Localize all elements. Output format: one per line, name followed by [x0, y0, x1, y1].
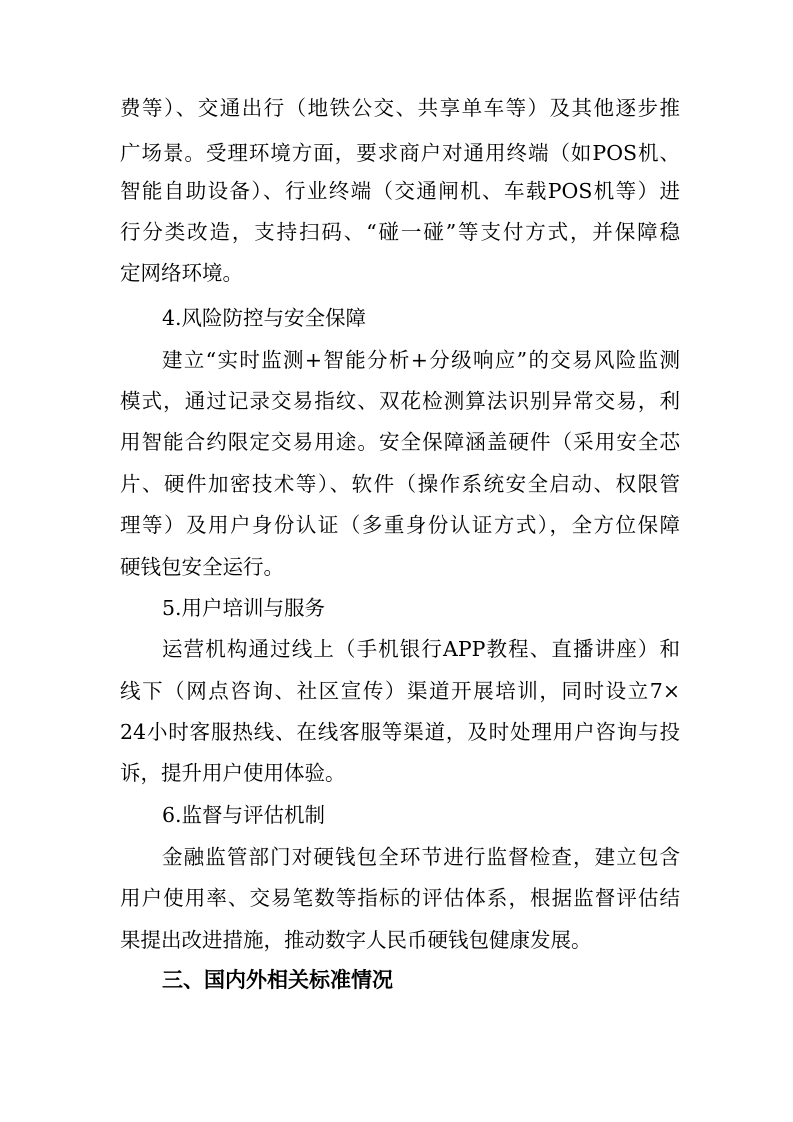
paragraph-line: 果提出改进措施，推动数字人民币硬钱包健康发展。 — [120, 928, 592, 952]
section-heading-standards: 三、国内外相关标准情况 — [162, 968, 393, 992]
paragraph-line: 行分类改造，支持扫码、“碰一碰”等支付方式，并保障稳 — [120, 220, 680, 244]
paragraph-line: 定网络环境。 — [120, 261, 243, 285]
subheading-supervision: 6.监督与评估机制 — [162, 803, 326, 827]
subheading-risk-control: 4.风险防控与安全保障 — [162, 306, 367, 330]
paragraph-line: 运营机构通过线上（手机银行APP教程、直播讲座）和 — [162, 637, 680, 661]
paragraph-line: 硬钱包安全运行。 — [120, 555, 284, 579]
paragraph-line: 金融监管部门对硬钱包全环节进行监督检查，建立包含 — [162, 845, 680, 869]
paragraph-line: 诉，提升用户使用体验。 — [120, 761, 346, 785]
paragraph-line: 费等）、交通出行（地铁公交、共享单车等）及其他逐步推 — [120, 96, 680, 120]
paragraph-line: 智能自助设备）、行业终端（交通闸机、车载POS机等）进 — [120, 179, 680, 203]
paragraph-line: 理等）及用户身份认证（多重身份认证方式），全方位保障 — [120, 513, 680, 537]
paragraph-line: 广场景。受理环境方面，要求商户对通用终端（如POS机、 — [120, 141, 680, 165]
paragraph-line: 用智能合约限定交易用途。安全保障涵盖硬件（采用安全芯 — [120, 430, 680, 454]
paragraph-line: 片、硬件加密技术等）、软件（操作系统安全启动、权限管 — [120, 472, 680, 496]
paragraph-line: 用户使用率、交易笔数等指标的评估体系，根据监督评估结 — [120, 886, 680, 910]
subheading-user-training: 5.用户培训与服务 — [162, 596, 326, 620]
paragraph-line: 建立“实时监测+智能分析+分级响应”的交易风险监测 — [162, 348, 680, 372]
paragraph-line: 24小时客服热线、在线客服等渠道，及时处理用户咨询与投 — [120, 720, 680, 744]
paragraph-line: 线下（网点咨询、社区宣传）渠道开展培训，同时设立7× — [120, 679, 680, 703]
paragraph-line: 模式，通过记录交易指纹、双花检测算法识别异常交易，利 — [120, 389, 680, 413]
